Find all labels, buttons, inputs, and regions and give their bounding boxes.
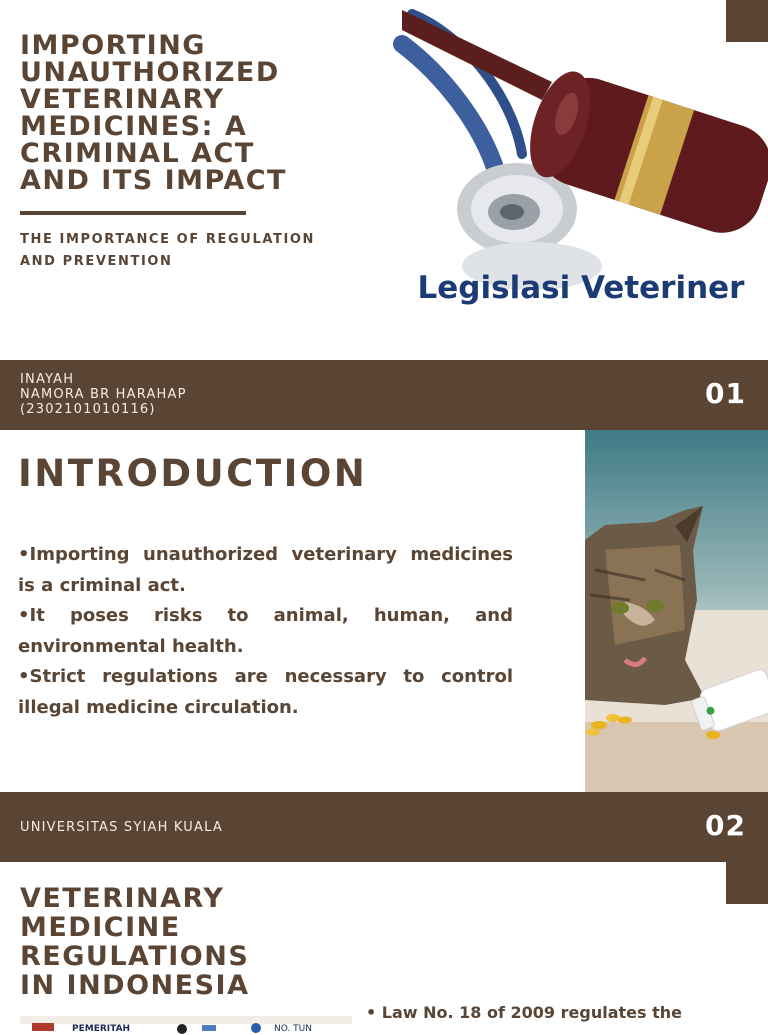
university-band [0,792,768,862]
corner-square-decoration [726,862,768,904]
bullet-item: •Importing unauthorized veterinary medicines is a criminal act. [18,544,513,596]
logo-label: PEMERITAH [72,1024,131,1034]
gavel-stethoscope-illustration [402,4,768,344]
title-line: IMPORTING [20,30,206,61]
logo-label: NO. TUN [274,1024,312,1034]
law-bullet: • Law No. 18 of 2009 regulates the [366,1003,682,1022]
bullet-item: •It poses risks to animal, human, and environmental health. [18,605,513,657]
cat-with-pills-image [585,430,768,792]
title-line: MEDICINES: A [20,111,248,142]
gavel-stethoscope-image [402,4,768,344]
author-band [0,360,768,430]
title-underline-divider [20,211,246,215]
slide1-subtitle [20,229,350,273]
title-line: CRIMINAL ACT [20,138,255,169]
student-id: (2302101010116) [20,402,156,417]
university-name: UNIVERSITAS SYIAH KUALA [20,820,223,835]
page-number: 02 [705,809,746,842]
title-line: UNAUTHORIZED [20,57,280,88]
regulations-heading [20,884,340,1000]
introduction-heading: INTRODUCTION [18,452,368,495]
subtitle-line: AND PREVENTION [20,254,173,269]
government-logos-image [20,1016,352,1034]
heading-line: MEDICINE [20,912,181,943]
logos-illustration [20,1023,352,1034]
heading-line: REGULATIONS [20,941,250,972]
cat-illustration [585,430,768,792]
introduction-bullets [18,540,513,723]
hero-caption: Legislasi Veteriner [417,270,745,306]
title-line: VETERINARY [20,84,225,115]
author-list [20,372,187,417]
author-name: INAYAH [20,372,75,387]
corner-square-decoration [726,0,768,42]
title-line: AND ITS IMPACT [20,165,287,196]
subtitle-line: THE IMPORTANCE OF REGULATION [20,232,316,247]
heading-line: IN INDONESIA [20,970,250,1001]
page-number: 01 [705,377,746,410]
author-name: NAMORA BR HARAHAP [20,387,187,402]
slide1-title [20,32,380,194]
bullet-item: •Strict regulations are necessary to control illegal medicine circulation. [18,666,513,718]
heading-line: VETERINARY [20,883,225,914]
